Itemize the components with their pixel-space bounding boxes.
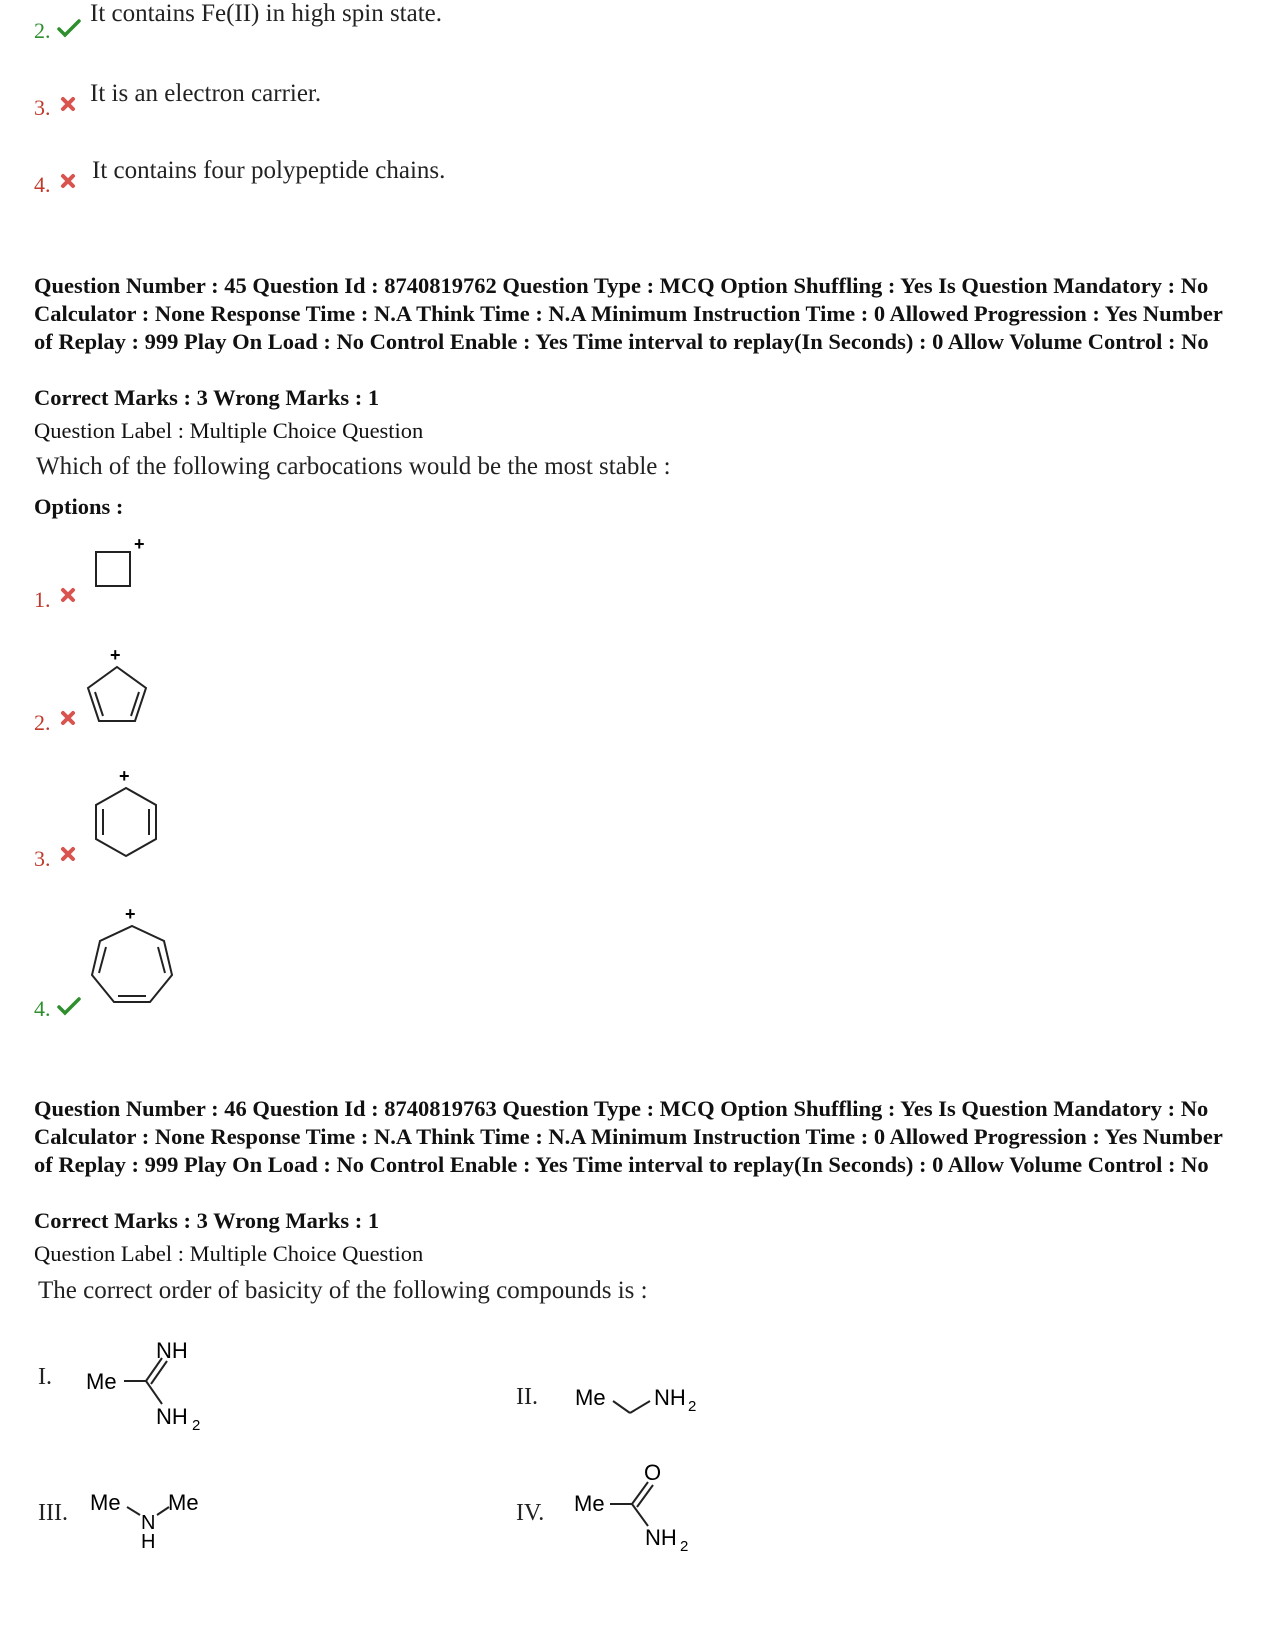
question-text: Which of the following carbocations would be the most stable : — [36, 453, 671, 480]
option-number: 4. — [34, 172, 51, 197]
acetamidine-structure — [80, 1330, 220, 1435]
question-meta: Question Number : 46 Question Id : 8740819763 Question Type : MCQ Option Shuffling : Yes Is Question Mandatory : No Calculator : None Response Time : N.A Think Time : N.A Minimum Instruction Time : 0 Allowed Progression : Yes Number of Replay : 999 Play On Load : No Control Enable : Yes Time interval to replay(In Seconds) : 0 Allow Volume Control : No — [34, 1096, 1223, 1177]
check-icon — [57, 18, 81, 38]
compound-roman: II. — [516, 1384, 538, 1410]
option-number: 3. — [34, 846, 51, 871]
dimethylamine-structure — [85, 1485, 215, 1551]
o-label: O — [644, 1460, 662, 1485]
me-label: Me — [86, 1369, 117, 1394]
option-number: 4. — [34, 996, 51, 1021]
cross-icon — [60, 587, 76, 603]
subscript: 2 — [680, 1538, 689, 1554]
subscript: 2 — [192, 1417, 201, 1434]
question-meta: Question Number : 45 Question Id : 8740819762 Question Type : MCQ Option Shuffling : Yes Is Question Mandatory : No Calculator : None Response Time : N.A Think Time : N.A Minimum Instruction Time : 0 Allowed Progression : Yes Number of Replay : 999 Play On Load : No Control Enable : Yes Time interval to replay(In Seconds) : 0 Allow Volume Control : No — [34, 273, 1223, 354]
question-text: The correct order of basicity of the following compounds is : — [38, 1277, 648, 1304]
cross-icon — [60, 96, 76, 112]
cyclobutyl-cation-structure — [88, 532, 158, 594]
me-label: Me — [168, 1490, 199, 1515]
charge-label: + — [119, 766, 130, 786]
option-number: 2. — [34, 18, 51, 43]
charge-label: + — [110, 645, 121, 665]
compound-roman: III. — [38, 1500, 68, 1526]
option-text: It contains Fe(II) in high spin state. — [90, 0, 443, 27]
question-marks: Correct Marks : 3 Wrong Marks : 1 — [34, 385, 380, 410]
question-label: Question Label : Multiple Choice Question — [34, 1241, 424, 1266]
nh2-label: NH — [156, 1404, 188, 1429]
compound-roman: I. — [38, 1364, 52, 1390]
cross-icon — [60, 173, 76, 189]
nh2-label: NH — [654, 1385, 686, 1410]
option-text: It contains four polypeptide chains. — [92, 157, 446, 184]
nh-label: NH — [156, 1338, 188, 1363]
check-icon — [57, 996, 81, 1016]
cross-icon — [60, 846, 76, 862]
option-number: 1. — [34, 587, 51, 612]
acetamide-structure — [570, 1458, 710, 1554]
question-marks: Correct Marks : 3 Wrong Marks : 1 — [34, 1208, 380, 1233]
option-number: 2. — [34, 710, 51, 735]
h-label: H — [141, 1531, 156, 1551]
subscript: 2 — [688, 1398, 697, 1415]
charge-label: + — [125, 904, 136, 924]
n-label: N — [141, 1512, 156, 1534]
ethylamine-structure — [570, 1375, 720, 1425]
options-heading: Options : — [34, 494, 124, 519]
option-text: It is an electron carrier. — [90, 80, 322, 107]
tropylium-cation-structure — [88, 902, 180, 1006]
me-label: Me — [574, 1491, 605, 1516]
cyclopentadienyl-cation-structure — [82, 645, 154, 727]
compound-roman: IV. — [516, 1500, 545, 1526]
charge-label: + — [134, 534, 145, 554]
cross-icon — [60, 710, 76, 726]
question-label: Question Label : Multiple Choice Question — [34, 418, 424, 443]
nh2-label: NH — [645, 1525, 677, 1550]
option-number: 3. — [34, 95, 51, 120]
me-label: Me — [575, 1385, 606, 1410]
cyclohexadienyl-cation-structure — [90, 764, 164, 860]
me-label: Me — [90, 1490, 121, 1515]
